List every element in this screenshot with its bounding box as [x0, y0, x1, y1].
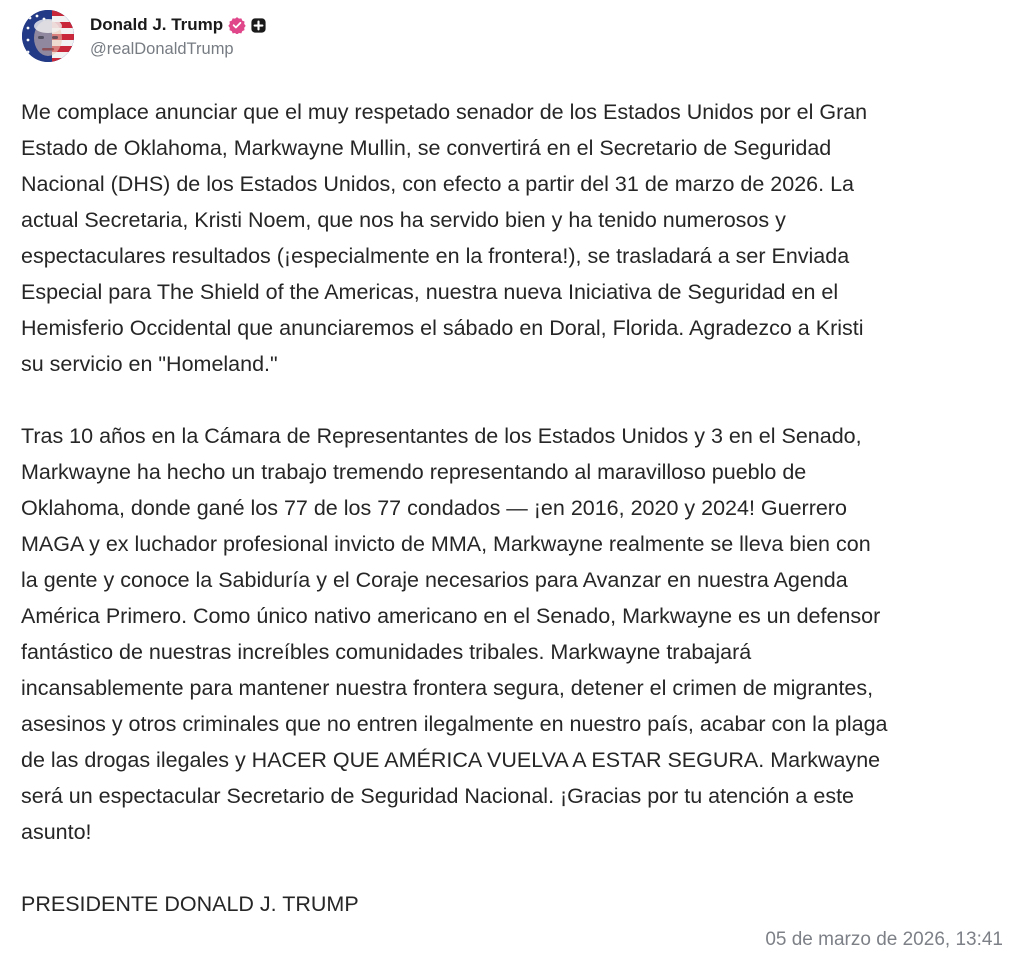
author-name-row — [90, 13, 267, 37]
verified-badge-icon — [228, 16, 246, 34]
post-body — [21, 94, 1011, 922]
plus-badge-icon — [250, 17, 267, 34]
post-timestamp[interactable]: 05 de marzo de 2026, 13:41 — [765, 929, 1003, 950]
avatar[interactable] — [22, 10, 74, 62]
post-signature: PRESIDENTE DONALD J. TRUMP — [21, 892, 359, 916]
author-handle[interactable]: @realDonaldTrump — [90, 40, 234, 58]
post-paragraph: Me complace anunciar que el muy respetado senador de los Estados Unidos por el Gran Estado de Oklahoma, Markwayne Mullin, se convertirá en el Secretario de Seguridad Nacional (DHS) de los Estados Unidos, con efecto a partir del 31 de marzo de 2026. La actual Secretaria, Kristi Noem, que nos ha servido bien y ha tenido numerosos y espectaculares resultados (¡especialmente en la frontera!), se trasladará a ser Enviada Especial para The Shield of the Americas, nuestra nueva Iniciativa de Seguridad en el Hemisferio Occidental que anunciaremos el sábado en Doral, Florida. Agradezco a Kristi su servicio en "Homeland." — [21, 100, 868, 376]
author-display-name[interactable]: Donald J. Trump — [90, 15, 224, 34]
author-identity — [90, 13, 267, 59]
avatar-image — [22, 10, 74, 62]
post-header — [22, 8, 267, 64]
post-paragraph: Tras 10 años en la Cámara de Representantes de los Estados Unidos y 3 en el Senado, Markwayne ha hecho un trabajo tremendo representando al maravilloso pueblo de Oklahoma, donde gané los 77 de los 77 condados — ¡en 2016, 2020 y 2024! Guerrero MAGA y ex luchador profesional invicto de MMA, Markwayne realmente se lleva bien con la gente y conoce la Sabiduría y el Coraje necesarios para Avanzar en nuestra Agenda América Primero. Como único nativo americano en el Senado, Markwayne es un defensor fantástico de nuestras increíbles comunidades tribales. Markwayne trabajará incansablemente para mantener nuestra frontera segura, detener el crimen de migrantes, asesinos y otros criminales que no entren ilegalmente en nuestro país, acabar con la plaga de las drogas ilegales y HACER QUE AMÉRICA VUELVA A ESTAR SEGURA. Markwayne será un espectacular Secretario de Seguridad Nacional. ¡Gracias por tu atención a este asunto! — [21, 424, 888, 844]
